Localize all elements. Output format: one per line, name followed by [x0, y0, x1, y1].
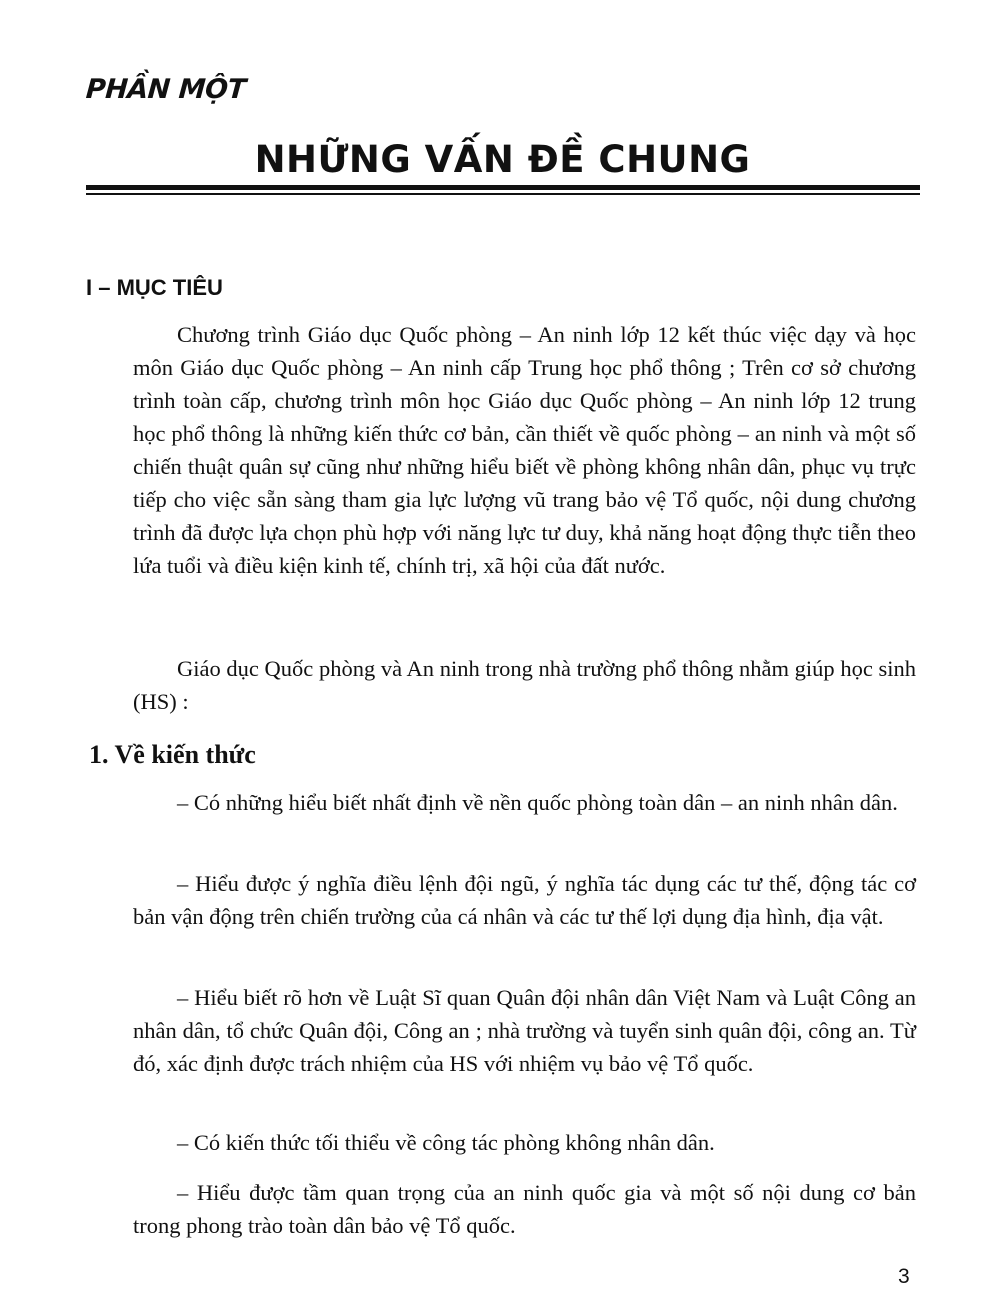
title-divider-thick — [86, 185, 920, 190]
part-label: PHẦN MỘT — [84, 74, 247, 105]
knowledge-item: – Có những hiểu biết nhất định về nền quốc phòng toàn dân – an ninh nhân dân. — [177, 790, 898, 815]
knowledge-item: – Hiểu biết rõ hơn về Luật Sĩ quan Quân đội nhân dân Việt Nam và Luật Công an nhân dân, tổ chức Quân đội, Công an ; nhà trường và tuyển sinh quân đội, công an. Từ đó, xác định được trách nhiệm của HS với nhiệm vụ bảo vệ Tổ quốc. — [133, 985, 916, 1076]
section-heading: I – MỤC TIÊU — [86, 275, 223, 300]
title-divider-thin — [86, 193, 920, 195]
knowledge-item: – Hiểu được ý nghĩa điều lệnh đội ngũ, ý nghĩa tác dụng các tư thế, động tác cơ bản vận động trên chiến trường của cá nhân và các tư thế lợi dụng địa hình, địa vật. — [133, 871, 916, 929]
purpose-paragraph: Giáo dục Quốc phòng và An ninh trong nhà trường phổ thông nhằm giúp học sinh (HS) : — [133, 656, 916, 714]
objective-paragraph: Chương trình Giáo dục Quốc phòng – An ninh lớp 12 kết thúc việc dạy và học môn Giáo dục Quốc phòng – An ninh cấp Trung học phổ thông ; Trên cơ sở chương trình toàn cấp, chương trình môn học Giáo dục Quốc phòng – An ninh lớp 12 trung học phổ thông là những kiến thức cơ bản, cần thiết về quốc phòng – an ninh và một số chiến thuật quân sự cũng như những hiểu biết về phòng không nhân dân, phục vụ trực tiếp cho việc sẵn sàng tham gia lực lượng vũ trang bảo vệ Tổ quốc, nội dung chương trình đã được lựa chọn phù hợp với năng lực tư duy, khả năng hoạt động thực tiễn theo lứa tuổi và điều kiện kinh tế, chính trị, xã hội của đất nước. — [133, 322, 916, 578]
subsection-heading: 1. Về kiến thức — [89, 740, 256, 769]
knowledge-item: – Có kiến thức tối thiểu về công tác phòng không nhân dân. — [177, 1130, 715, 1155]
knowledge-item: – Hiểu được tầm quan trọng của an ninh quốc gia và một số nội dung cơ bản trong phong trào toàn dân bảo vệ Tổ quốc. — [133, 1180, 916, 1238]
page-title: NHỮNG VẤN ĐỀ CHUNG — [254, 138, 751, 181]
page-number: 3 — [898, 1265, 910, 1288]
